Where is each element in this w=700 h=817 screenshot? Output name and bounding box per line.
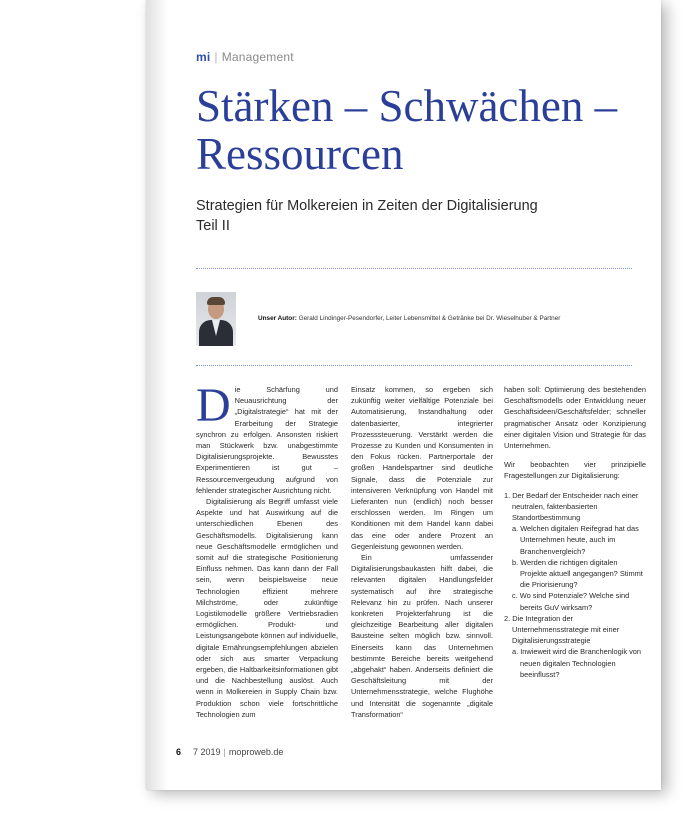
- paragraph: Ein umfassender Digitalisierungsbaukasten hilft dabei, die relevanten digitalen Handlungsfelder systematisch auf ihre strategische Relevanz hin zu prüfen. Nach unserer konkreten Projekterfahrung ist die gleichzeitige Bearbeitung aller digitalen Bausteine selten möglich bzw. sinnvoll. Einerseits kann das Unternehmen bestimmte Bereiche bereits weitgehend „abgehakt“ haben. Anderseits definiert die Geschäftsleitung mit der Unternehmensstrategie, welche Flughöhe und Intensität die sogenannte „digitale Transformation“: [351, 553, 493, 719]
- text-column-2: [351, 384, 493, 720]
- brand-label: mi: [196, 50, 211, 64]
- paragraph: haben soll: Optimierung des bestehenden Geschäftsmodells oder Entwicklung neuer Geschäftsideen/Geschäftsfelder; schneller pragmatischer Ansatz oder Konzipierung einer digitalen Vision und Strategie für das Unternehmen.: [504, 385, 646, 451]
- page-footer: [176, 747, 283, 757]
- author-photo: [196, 292, 236, 346]
- list-item: a. Welchen digitalen Reifegrad hat das Unternehmen heute, auch im Branchenvergleich?: [512, 524, 639, 556]
- site-label: moproweb.de: [228, 747, 284, 757]
- section-label: Management: [221, 50, 294, 64]
- question-list: [504, 490, 646, 680]
- list-item: 1. Der Bedarf der Entscheider nach einer neutralen, faktenbasierten Standortbestimmung: [504, 490, 639, 523]
- list-item: a. Inwieweit wird die Branchenlogik von neuen digitalen Technologien beeinflusst?: [512, 647, 641, 679]
- divider-top: [196, 268, 632, 269]
- list-item: b. Werden die richtigen digitalen Projekte aktuell angegangen? Stimmt die Priorisierung?: [512, 557, 643, 590]
- page-number: 6: [176, 747, 182, 757]
- text-column-3: [504, 384, 646, 680]
- divider-bottom: [196, 365, 632, 366]
- subtitle-line-2: Teil II: [196, 218, 230, 234]
- issue-label: 7 2019: [193, 747, 221, 757]
- header-separator: |: [214, 50, 218, 64]
- drop-cap: D: [196, 379, 231, 432]
- list-item: c. Wo sind Potenziale? Welche sind bereits GuV wirksam?: [512, 591, 630, 612]
- paragraph: ie Schärfung und Neuausrichtung der „Digitalstrategie“ hat mit der Erarbeitung der Strategie synchron zu erfolgen. Ansonsten riskiert man Stückwerk bzw. unabgestimmte Digitalisierungsprojekte. Bewusstes Experimentieren ist gut – Ressourcenvergeudung aufgrund von fehlender strategischer Ausrichtung nicht.: [196, 385, 338, 495]
- paragraph: Einsatz kommen, so ergeben sich zukünftig weiter vielfältige Potenziale bei Automatisierung, Instandhaltung oder datenbasierter, integrierter Prozesssteuerung. Verstärkt werden die Prozesse zu Kunden und Konsumenten in den Fokus rücken. Partnerportale der großen Handelspartner sind deutliche Signale, dass die Potenziale zur intensiveren Verknüpfung von Handel mit Lieferanten nun (endlich) noch besser erschlossen werden. Im Ringen um Konditionen mit dem Handel kann dabei das eine oder andere Prozent an Gegenleistung gewonnen werden.: [351, 385, 493, 551]
- paragraph: Digitalisierung als Begriff umfasst viele Aspekte und hat Auswirkung auf die unterschiedlichen Ebenen des Geschäftsmodells. Digitalisierung kann neue Geschäftsmodelle ermöglichen und somit auf die strategische Positionierung Einfluss nehmen. Das kann dann der Fall sein, wenn beispielsweise neue Technologien effizient mehrere Milchströme, oder zukünftige Logistikmodelle größere Vertriebsradien ermöglichen. Produkt- und Leistungsangebote können auf individuelle, digitale Ernährungsempfehlungen abzielen oder sich aus smarter Verpackung ergeben, die Haltbarkeitsinformationen gibt und die Nachbestellung auslöst. Auch wenn in Molkereien in Supply Chain bzw. Produktion schon viele fortschrittliche Technologien zum: [196, 497, 338, 719]
- subtitle-line-1: Strategien für Molkereien in Zeiten der Digitalisierung: [196, 198, 538, 214]
- author-description: Gerald Lindinger-Pesendorfer, Leiter Lebensmittel & Getränke bei Dr. Wieselhuber & Partner: [298, 315, 561, 322]
- section-header: [196, 50, 294, 64]
- author-box: [196, 292, 632, 348]
- footer-separator: |: [223, 747, 226, 757]
- text-column-1: [196, 379, 338, 720]
- author-credit: [258, 314, 638, 323]
- article-title: Stärken – Schwächen – Ressourcen: [196, 81, 618, 179]
- magazine-page: [146, 0, 661, 790]
- list-item: 2. Die Integration der Unternehmensstrategie mit einer Digitalisierungsstrategie: [504, 613, 620, 646]
- paragraph: Wir beobachten vier prinzipielle Fragestellungen zur Digitalisierung:: [504, 460, 646, 481]
- article-subtitle: [196, 196, 626, 236]
- author-label: Unser Autor:: [258, 315, 297, 322]
